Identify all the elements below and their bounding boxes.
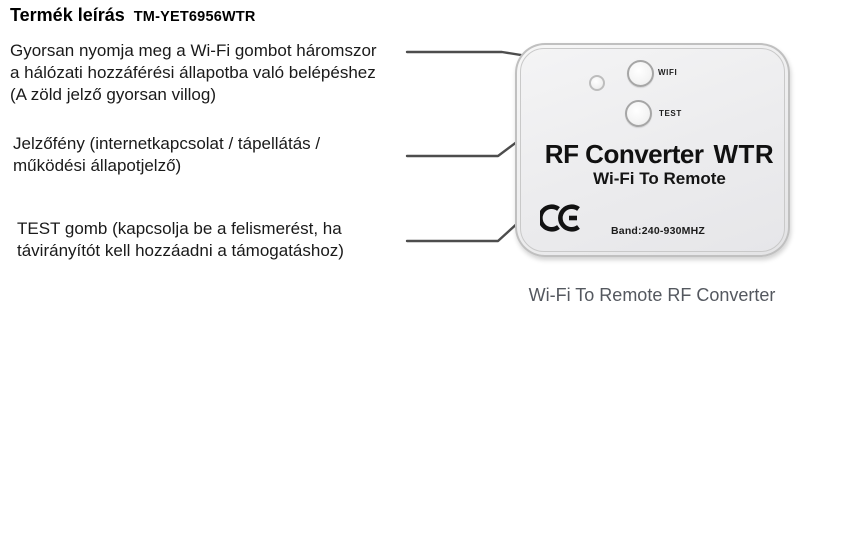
status-led-indicator (589, 75, 605, 91)
product-code-text: WTR (713, 139, 775, 169)
test-button (625, 100, 652, 127)
wifi-button-label: WIFI (658, 68, 678, 77)
annotation-line: (A zöld jelző gyorsan villog) (10, 85, 216, 104)
annotation-test-button (17, 218, 344, 262)
page-title-text: Termék leírás (10, 5, 125, 25)
annotation-line: TEST gomb (kapcsolja be a felismerést, ha (17, 219, 342, 238)
page-title (10, 5, 256, 26)
test-button-label: TEST (659, 109, 682, 118)
band-frequency-label: Band:240-930MHZ (611, 225, 706, 237)
wifi-button (627, 60, 654, 87)
annotation-line: Jelzőfény (internetkapcsolat / tápellátás / (13, 134, 321, 153)
annotation-line: Gyorsan nyomja meg a Wi-Fi gombot háromszor (10, 41, 377, 60)
annotation-line: távirányítót kell hozzáadni a támogatáshoz) (17, 241, 344, 260)
device-product-subtitle: Wi-Fi To Remote (593, 169, 726, 188)
product-name-text: RF Converter (544, 139, 704, 169)
device-product-name (529, 139, 790, 170)
annotation-wifi-button (10, 40, 377, 106)
annotation-line: a hálózati hozzáférési állapotba való belépéshez (10, 63, 376, 82)
device-caption: Wi-Fi To Remote RF Converter (528, 285, 776, 305)
product-model-number: TM-YET6956WTR (133, 9, 256, 25)
annotation-line: működési állapotjelző) (13, 156, 182, 175)
device-illustration (515, 43, 790, 257)
ce-mark-icon (540, 204, 581, 232)
annotation-indicator-led (13, 133, 320, 177)
